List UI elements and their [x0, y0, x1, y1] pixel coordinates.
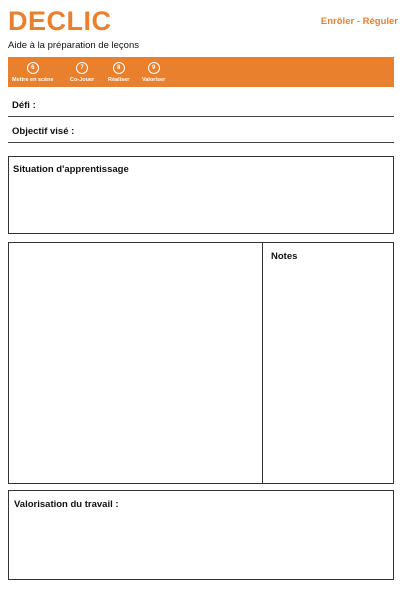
- step-number: 8: [113, 62, 125, 74]
- step-6: [12, 62, 54, 83]
- step-label: Valoriser: [142, 77, 166, 83]
- step-number: 7: [76, 62, 88, 74]
- step-number: 9: [148, 62, 160, 74]
- situation-title: Situation d'apprentissage: [13, 164, 129, 175]
- step-9: [142, 62, 165, 83]
- valorisation-title: Valorisation du travail :: [14, 499, 119, 510]
- work-area[interactable]: [9, 243, 263, 483]
- steps-bar: [8, 57, 394, 87]
- page-subtitle: Aide à la préparation de leçons: [8, 40, 139, 51]
- defi-label: Défi :: [12, 100, 36, 111]
- step-number: 6: [27, 62, 39, 74]
- defi-field[interactable]: [8, 100, 394, 117]
- step-label: Mettre en scène: [12, 77, 54, 83]
- situation-box[interactable]: [8, 156, 394, 234]
- brand-title: DECLIC: [8, 6, 112, 36]
- main-notes-area: [8, 242, 394, 484]
- notes-title: Notes: [271, 251, 298, 262]
- valorisation-box[interactable]: [8, 490, 394, 580]
- step-8: [108, 62, 129, 83]
- step-label: Co-Jouer: [70, 77, 95, 83]
- objectif-field[interactable]: [8, 126, 394, 143]
- objectif-label: Objectif visé :: [12, 126, 75, 137]
- phase-label: Enrôler - Réguler: [320, 16, 398, 27]
- step-label: Réaliser: [108, 77, 130, 83]
- step-7: [70, 62, 94, 83]
